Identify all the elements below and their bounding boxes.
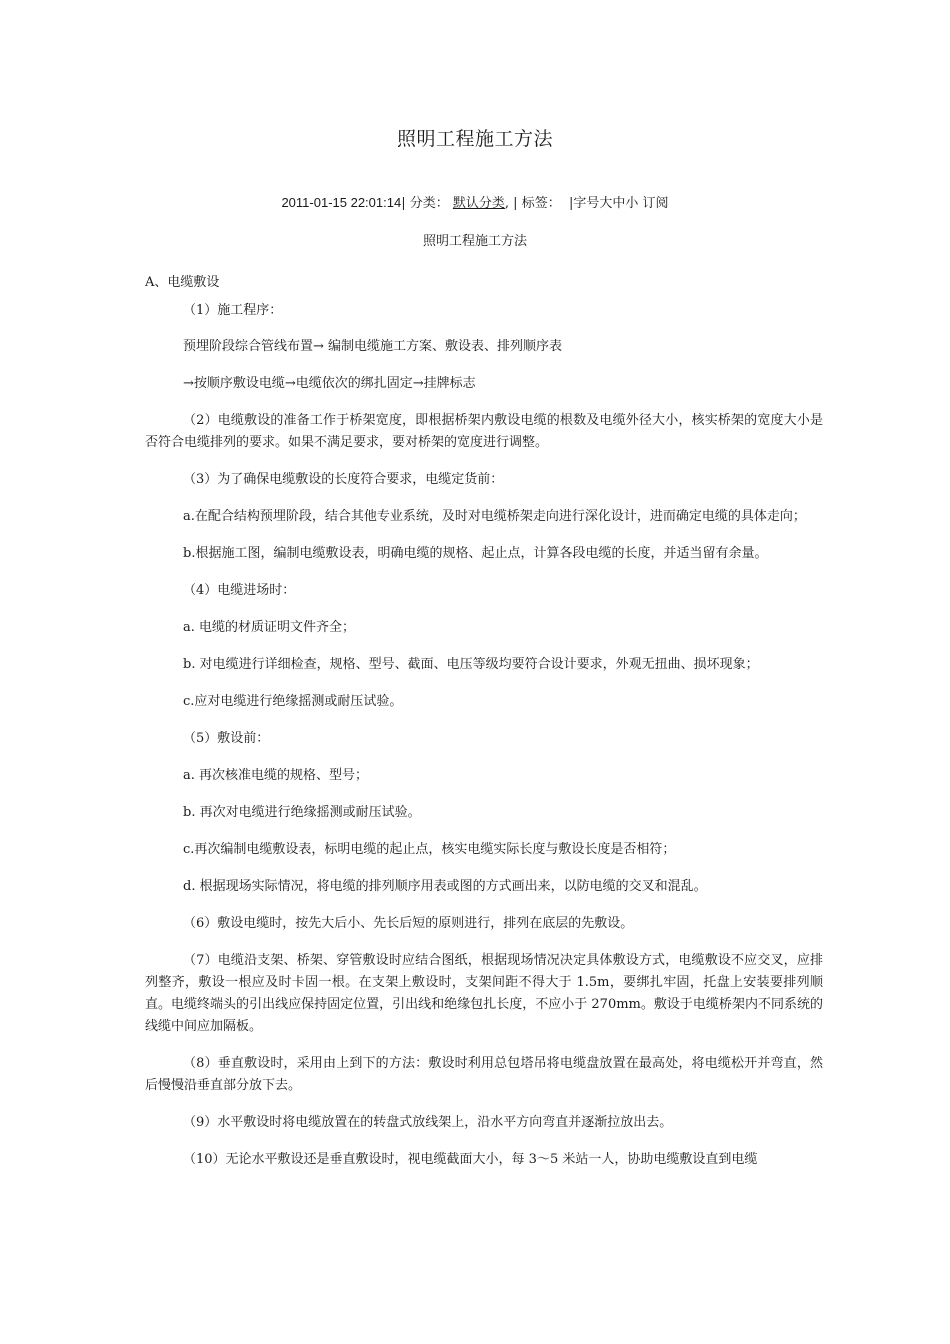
paragraph: →按顺序敷设电缆→电缆依次的绑扎固定→挂牌标志 <box>183 376 476 391</box>
post-datetime: 2011-01-15 22:01:14 <box>281 195 402 210</box>
post-meta <box>0 192 950 211</box>
paragraph: c.再次编制电缆敷设表，标明电缆的起止点，核实电缆实际长度与敷设长度是否相符； <box>183 842 676 857</box>
paragraph: a. 电缆的材质证明文件齐全； <box>183 620 356 635</box>
paragraph: a.在配合结构预埋阶段，结合其他专业系统，及时对电缆桥架走向进行深化设计，进而确定电缆的具体走向； <box>183 509 806 524</box>
paragraph: 预埋阶段综合管线布置→ 编制电缆施工方案、敷设表、排列顺序表 <box>183 339 563 354</box>
subscribe-link[interactable]: 订阅 <box>642 196 669 211</box>
section-heading: A、电缆敷设 <box>145 275 220 290</box>
paragraph: （1）施工程序： <box>183 303 283 318</box>
document-title: 照明工程施工方法 <box>396 128 553 150</box>
paragraph: （10）无论水平敷设还是垂直敷设时，视电缆截面大小，每 3～5 米站一人，协助电缆敷设直到电缆 <box>183 1152 758 1167</box>
paragraph: （2）电缆敷设的准备工作于桥架宽度，即根据桥架内敷设电缆的根数及电缆外径大小，核实桥架的宽度大小是否符合电缆排列的要求。如果不满足要求，要对桥架的宽度进行调整。 <box>145 413 823 450</box>
paragraph: （8）垂直敷设时，采用由上到下的方法：敷设时利用总包塔吊将电缆盘放置在最高处，将电缆松开并弯直，然后慢慢沿垂直部分放下去。 <box>145 1056 823 1093</box>
tags-label: 标签： <box>521 196 561 211</box>
paragraph: （9）水平敷设时将电缆放置在的转盘式放线架上，沿水平方向弯直并逐渐拉放出去。 <box>183 1115 673 1130</box>
paragraph: b.根据施工图，编制电缆敷设表，明确电缆的规格、起止点，计算各段电缆的长度，并适当留有余量。 <box>183 546 768 561</box>
meta-separator: , | <box>504 196 518 211</box>
paragraph: （4）电缆进场时： <box>183 583 296 598</box>
font-size-control[interactable]: |字号大中小 <box>568 196 639 211</box>
paragraph: （6）敷设电缆时，按先大后小、先长后短的原则进行，排列在底层的先敷设。 <box>183 916 634 931</box>
category-label: 分类： <box>409 196 449 211</box>
paragraph: d. 根据现场实际情况，将电缆的排列顺序用表或图的方式画出来，以防电缆的交叉和混乱。 <box>183 879 707 894</box>
meta-separator: | <box>401 196 406 211</box>
document-subtitle: 照明工程施工方法 <box>422 234 527 249</box>
paragraph: （3）为了确保电缆敷设的长度符合要求，电缆定货前： <box>183 472 504 487</box>
paragraph: c.应对电缆进行绝缘摇测或耐压试验。 <box>183 694 403 709</box>
paragraph: b. 对电缆进行详细检查，规格、型号、截面、电压等级均要符合设计要求，外观无扭曲、损坏现象； <box>183 657 759 672</box>
paragraph: b. 再次对电缆进行绝缘摇测或耐压试验。 <box>183 805 421 820</box>
document-body <box>145 272 823 1186</box>
paragraph: a. 再次核准电缆的规格、型号； <box>183 768 369 783</box>
category-link[interactable]: 默认分类 <box>452 196 505 211</box>
paragraph: （5）敷设前： <box>183 731 270 746</box>
paragraph: （7）电缆沿支架、桥架、穿管敷设时应结合图纸，根据现场情况决定具体敷设方式，电缆敷设不应交叉，应排列整齐，敷设一根应及时卡固一根。在支架上敷设时，支架间距不得大于 1.5m，要绑扎牢固，托盘上安装要排列顺直。电缆终端头的引出线应保持固定位置，引出线和绝缘包扎长度，不应小于 270mm。敷设于电缆桥架内不同系统的线缆中间应加隔板。 <box>145 953 823 1034</box>
